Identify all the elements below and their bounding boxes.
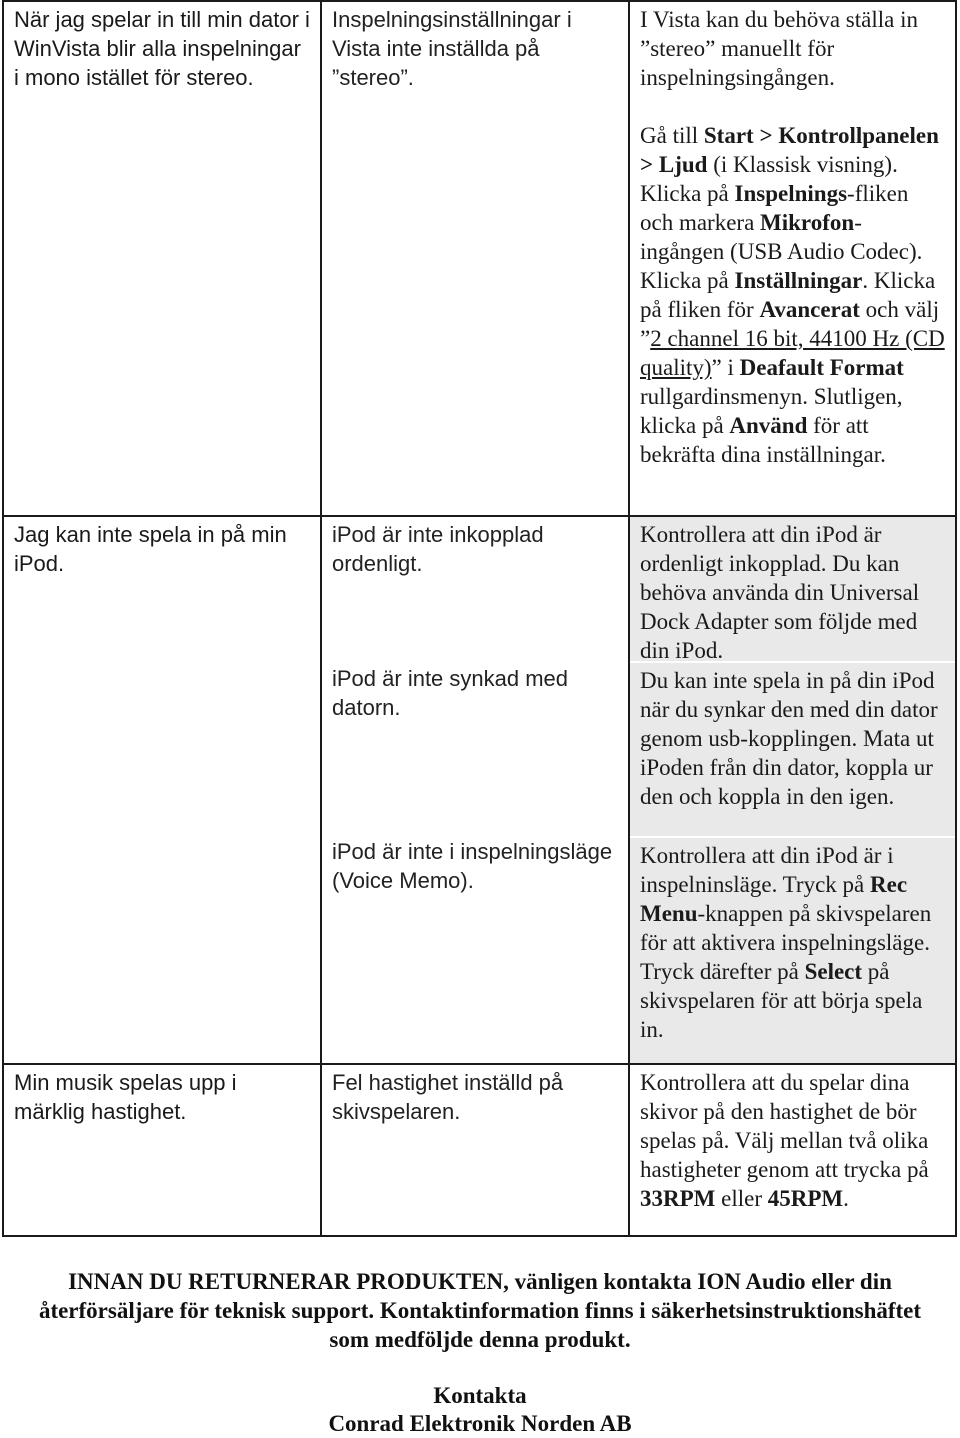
company-name: Conrad Elektronik Norden AB <box>328 1411 632 1436</box>
problem-text: Jag kan inte spela in på min iPod. <box>14 522 287 576</box>
solution-intro: I Vista kan du behöva ställa in ”stereo” manuellt för inspelningsingången. <box>640 7 918 90</box>
troubleshooting-table <box>2 0 957 1237</box>
format-option: 2 channel 16 bit, 44100 Hz (CD quality) <box>640 326 945 380</box>
contact-label: Kontakta <box>433 1383 527 1408</box>
problem-cell <box>3 516 321 1064</box>
solution-steps: Gå till Start > Kontrollpanelen > Ljud (i Klassisk visning). Klicka på Inspelnings-fliken och markera Mikrofon-ingången (USB Audio Codec). Klicka på Inställningar. Klicka på fliken för Avancerat och välj ”2 channel 16 bit, 44100 Hz (CD quality)” i Deafault Format rullgardinsmenyn. Slutligen, klicka på Använd för att bekräfta dina inställningar. <box>640 123 945 467</box>
cause-cell <box>321 1 629 516</box>
cause-cell <box>321 516 629 1064</box>
cause-cell <box>321 1064 629 1236</box>
cause-item: iPod är inte inkopplad ordenligt. <box>332 522 544 576</box>
solution-cell <box>629 1 956 516</box>
problem-text: Min musik spelas upp i märklig hastighet. <box>14 1070 237 1124</box>
table-row <box>3 1064 956 1236</box>
solution-item: Kontrollera att din iPod är ordenligt inkopplad. Du kan behöva använda din Universal Dock Adapter som följde med din iPod. <box>630 517 955 663</box>
problem-cell <box>3 1064 321 1236</box>
solution-item: Kontrollera att din iPod är i inspelninsläge. Tryck på Rec Menu-knappen på skivspelaren för att aktivera inspelningsläge. Tryck därefter på Select på skivspelaren för att börja spela in. <box>630 838 955 1063</box>
solution-cell: Kontrollera att du spelar dina skivor på den hastighet de bör spelas på. Välj mellan två olika hastigheter genom att trycka på 33RPM eller 45RPM. <box>629 1064 956 1236</box>
cause-text: Inspelningsinställningar i Vista inte inställda på ”stereo”. <box>332 7 572 90</box>
solution-cell <box>629 516 956 1064</box>
table-row <box>3 1 956 516</box>
cause-item: iPod är inte synkad med datorn. <box>332 666 569 720</box>
cause-item: iPod är inte i inspelningsläge (Voice Memo). <box>332 839 613 893</box>
return-notice: INNAN DU RETURNERAR PRODUKTEN, vänligen kontakta ION Audio eller din återförsäljare för teknisk support. Kontaktinformation finns i säkerhetsinstruktionshäftet som medföljde denna produkt. <box>38 1269 922 1352</box>
cause-text: Fel hastighet inställd på skivspelaren. <box>332 1070 564 1124</box>
table-row <box>3 516 956 1064</box>
problem-text: När jag spelar in till min dator i WinVista blir alla inspelningar i mono istället för stereo. <box>14 7 310 90</box>
solution-item: Du kan inte spela in på din iPod när du synkar den med din dator genom usb-kopplingen. Mata ut iPoden från din dator, koppla ur den och koppla in den igen. <box>630 663 955 838</box>
problem-cell <box>3 1 321 516</box>
